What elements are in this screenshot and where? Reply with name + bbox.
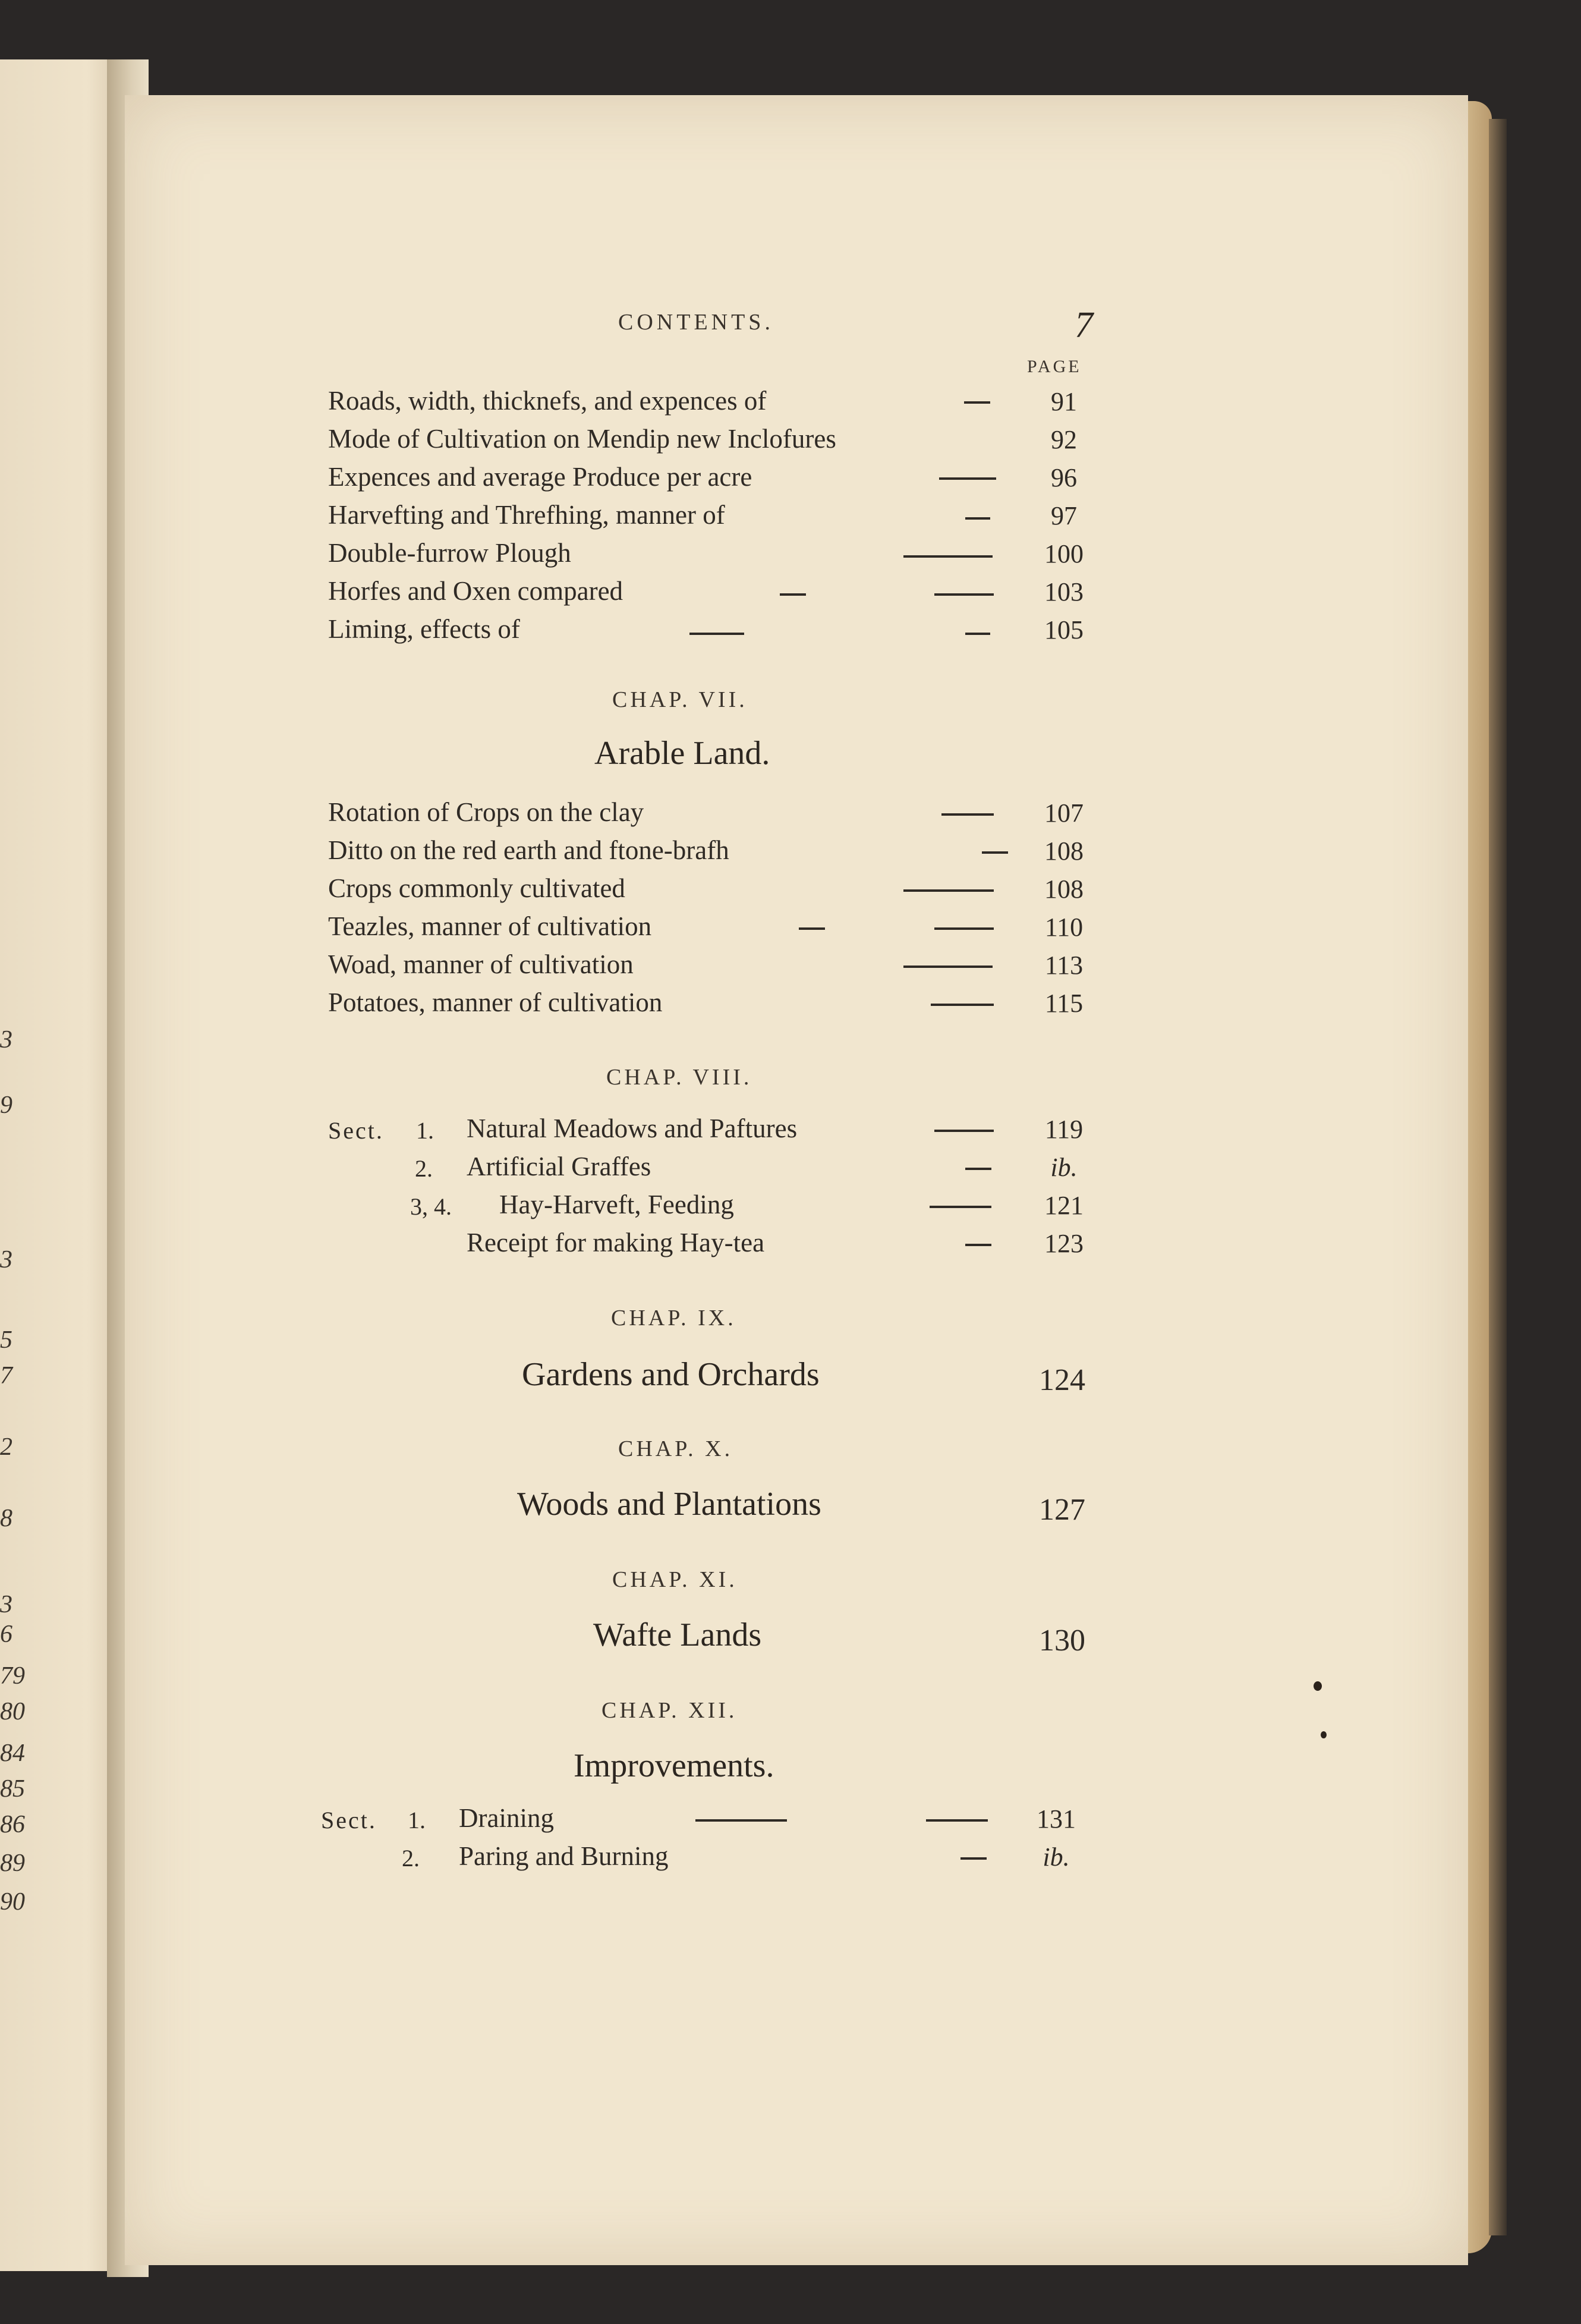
toc-entry: Expences and average Produce per acre <box>328 462 752 492</box>
left-page-number: 2 <box>0 1433 12 1461</box>
leader-dash <box>926 1819 988 1822</box>
toc-entry: Mode of Cultivation on Mendip new Inclofures <box>328 424 836 454</box>
left-page-number: 79 <box>0 1662 25 1690</box>
toc-page-number: 130 <box>1039 1624 1085 1658</box>
leader-dash <box>934 1130 994 1132</box>
left-page-number: 3 <box>0 1591 12 1618</box>
toc-entry: Rotation of Crops on the clay <box>328 797 644 827</box>
toc-page-number: 91 <box>1051 387 1077 416</box>
chapter-heading: CHAP. VII. <box>612 687 748 712</box>
leader-dash <box>934 927 994 930</box>
leader-dash <box>695 1819 787 1822</box>
chapter-heading: CHAP. X. <box>618 1436 733 1461</box>
left-page-number: 8 <box>0 1505 12 1532</box>
leader-dash <box>930 1206 991 1208</box>
chapter-title: Arable Land. <box>594 735 770 772</box>
section-number: 1. <box>408 1807 426 1834</box>
toc-page-number: 108 <box>1044 875 1084 904</box>
leader-dash <box>965 1168 991 1170</box>
section-label: Sect. <box>321 1807 377 1834</box>
leader-dash <box>939 477 996 480</box>
toc-page-number: 119 <box>1044 1115 1084 1144</box>
chapter-title: Gardens and Orchards <box>522 1356 820 1393</box>
toc-page-number: 107 <box>1044 798 1084 828</box>
chapter-heading: CHAP. IX. <box>611 1306 736 1331</box>
left-page-number: 6 <box>0 1621 12 1648</box>
toc-entry: Receipt for making Hay-tea <box>467 1228 765 1257</box>
left-page-number: 9 <box>0 1092 12 1119</box>
chapter-title: Woods and Plantations <box>517 1486 821 1523</box>
toc-page-number: 110 <box>1044 913 1084 942</box>
left-page-number: 5 <box>0 1326 12 1354</box>
leader-dash <box>934 593 994 596</box>
toc-page-number: 123 <box>1044 1229 1084 1258</box>
leader-dash <box>903 555 993 558</box>
toc-page-number: ib. <box>1050 1153 1078 1182</box>
chapter-heading: CHAP. XI. <box>612 1567 738 1592</box>
toc-page-number: 127 <box>1039 1493 1085 1527</box>
toc-page-number: 108 <box>1044 836 1084 866</box>
leader-dash <box>960 1857 987 1860</box>
ink-stain <box>1321 1731 1327 1738</box>
toc-page-number: ib. <box>1043 1842 1070 1872</box>
chapter-heading: CHAP. XII. <box>601 1698 738 1723</box>
toc-entry: Potatoes, manner of cultivation <box>328 988 663 1017</box>
toc-page-number: 124 <box>1039 1363 1085 1397</box>
toc-page-number: 131 <box>1037 1804 1076 1834</box>
toc-entry: Woad, manner of cultivation <box>328 949 634 979</box>
section-number: 2. <box>415 1155 433 1182</box>
toc-page-number: 113 <box>1044 951 1084 980</box>
chapter-heading: CHAP. VIII. <box>606 1065 752 1090</box>
leader-dash <box>964 401 990 404</box>
toc-entry: Harvefting and Threfhing, manner of <box>328 500 725 530</box>
toc-page-number: 105 <box>1044 615 1084 644</box>
leader-dash <box>903 966 993 968</box>
left-page-number: 3 <box>0 1246 12 1273</box>
toc-entry: Hay-Harveft, Feeding <box>499 1190 734 1219</box>
leader-dash <box>941 813 994 816</box>
left-page-number: 86 <box>0 1811 25 1838</box>
left-page-number: 3 <box>0 1026 12 1053</box>
ink-stain <box>1314 1681 1322 1691</box>
toc-entry: Artificial Graffes <box>467 1152 651 1181</box>
chapter-title: Wafte Lands <box>593 1617 762 1653</box>
section-label: Sect. <box>328 1117 384 1144</box>
leader-dash <box>965 633 990 635</box>
leader-dash <box>799 927 825 930</box>
toc-entry: Paring and Burning <box>459 1841 669 1871</box>
leader-dash <box>780 593 806 596</box>
section-number: 2. <box>402 1845 420 1872</box>
running-title: CONTENTS. <box>618 310 774 335</box>
leader-dash <box>931 1004 994 1006</box>
toc-page-number: 115 <box>1044 989 1084 1018</box>
toc-page-number: 92 <box>1051 425 1077 454</box>
page-column-label: PAGE <box>1027 357 1082 376</box>
toc-entry: Ditto on the red earth and ftone-brafh <box>328 835 729 865</box>
page-number: 7 <box>1075 305 1093 345</box>
leader-dash <box>965 517 990 520</box>
leader-dash <box>965 1244 991 1246</box>
left-page-number: 85 <box>0 1775 25 1803</box>
left-page-number: 84 <box>0 1740 25 1767</box>
toc-entry: Teazles, manner of cultivation <box>328 911 652 941</box>
toc-page-number: 103 <box>1044 577 1084 606</box>
leader-dash <box>903 889 994 892</box>
leader-dash <box>982 851 1008 854</box>
toc-page-number: 121 <box>1044 1191 1084 1220</box>
chapter-title: Improvements. <box>574 1747 774 1784</box>
toc-entry: Natural Meadows and Paftures <box>467 1114 798 1143</box>
section-number: 1. <box>416 1117 434 1144</box>
toc-entry: Crops commonly cultivated <box>328 873 625 903</box>
left-page-number: 7 <box>0 1362 12 1389</box>
toc-entry: Double-furrow Plough <box>328 538 571 568</box>
left-page-number: 80 <box>0 1698 25 1725</box>
toc-entry: Horfes and Oxen compared <box>328 576 623 606</box>
toc-page-number: 97 <box>1051 501 1077 530</box>
toc-entry: Liming, effects of <box>328 614 520 644</box>
toc-entry: Draining <box>459 1803 554 1833</box>
left-page-number: 90 <box>0 1888 25 1916</box>
leader-dash <box>689 633 744 635</box>
section-number: 3, 4. <box>410 1193 452 1220</box>
toc-page-number: 96 <box>1051 463 1077 492</box>
toc-page-number: 100 <box>1044 539 1084 568</box>
left-page-number: 89 <box>0 1850 25 1877</box>
toc-entry: Roads, width, thicknefs, and expences of <box>328 386 767 416</box>
